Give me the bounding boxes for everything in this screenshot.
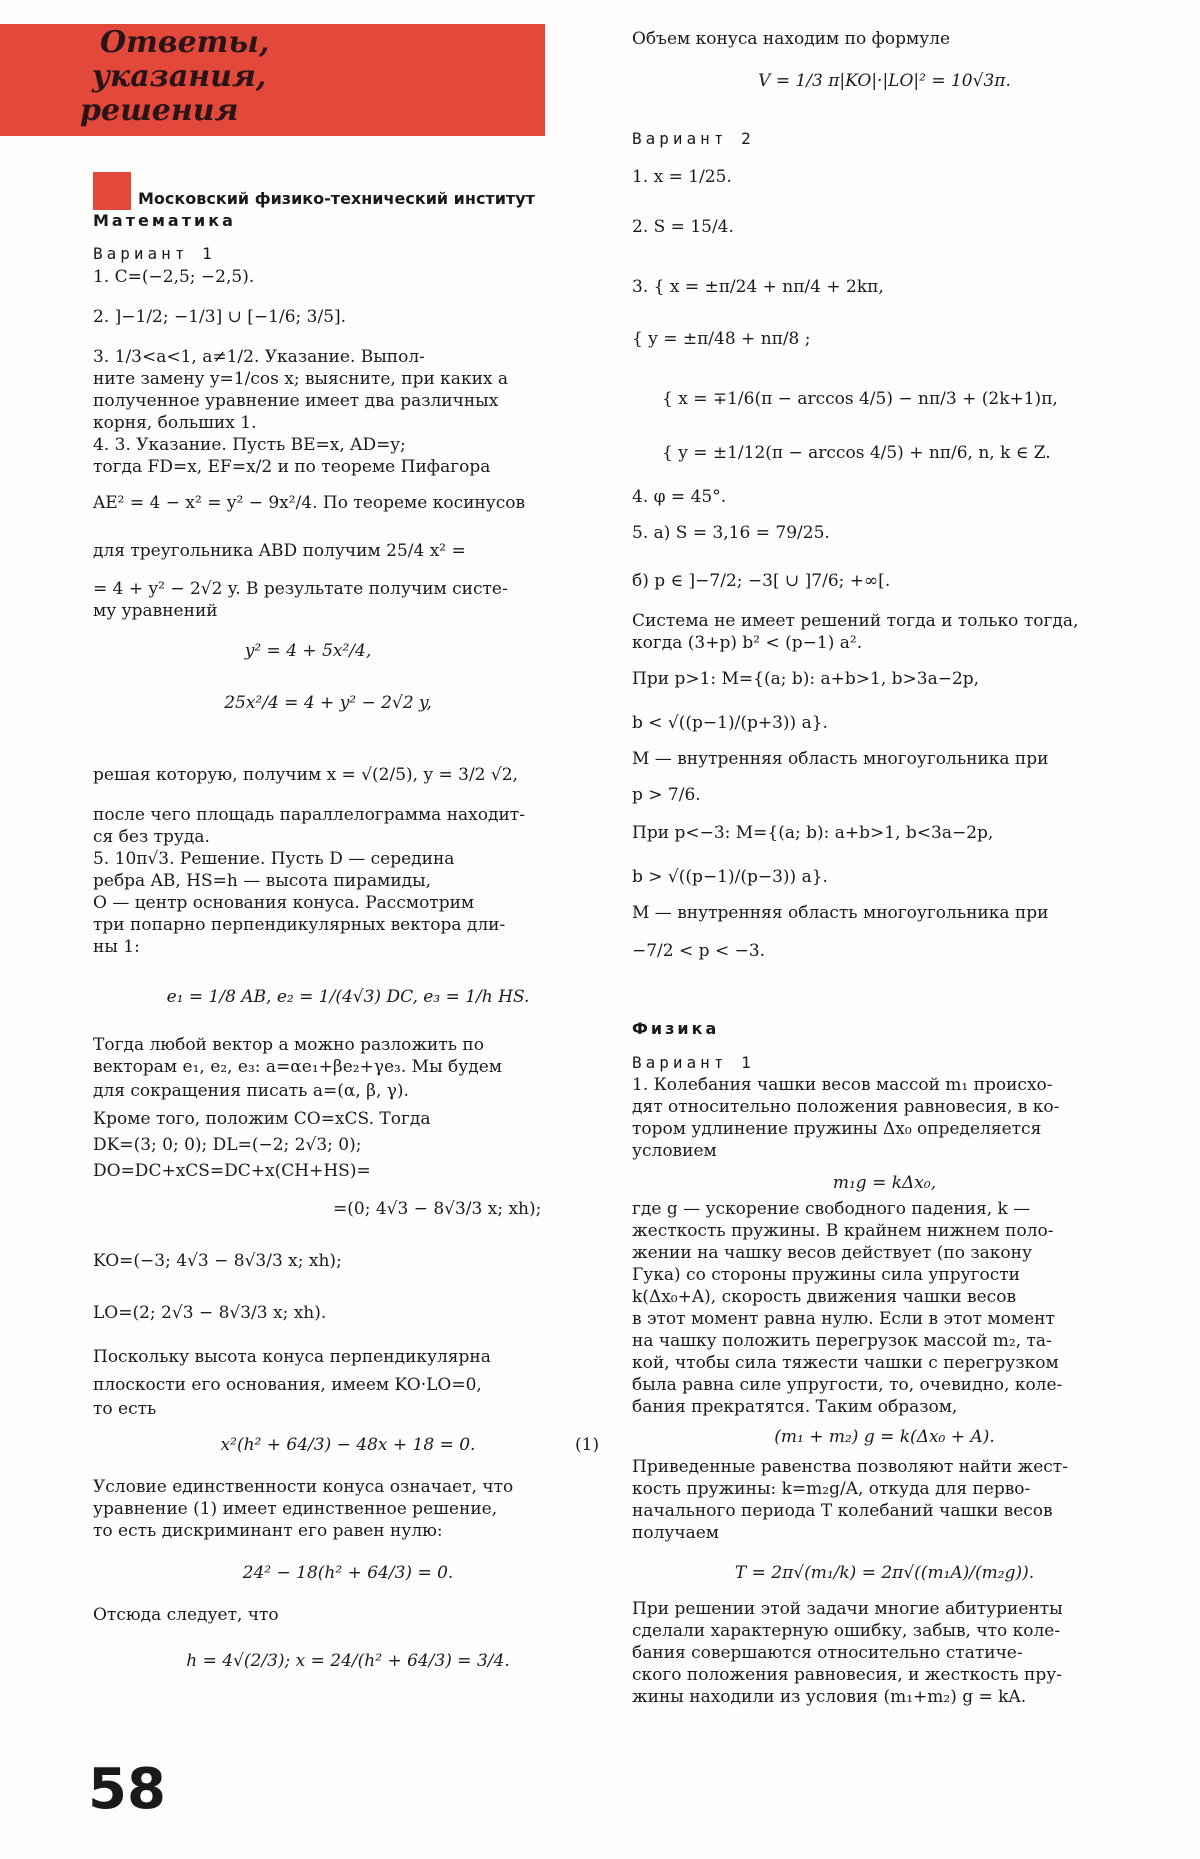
physics-line-22: ского положения равновесия, и жесткость пру- [632, 1665, 1062, 1685]
v2-line-5: M — внутренняя область многоугольника при [632, 749, 1049, 769]
v2-line-7: При p<−3: M={(a; b): a+b>1, b<3a−2p, [632, 823, 994, 843]
page-number: 58 [88, 1757, 166, 1822]
v2-line-3: При p>1: M={(a; b): a+b>1, b>3a−2p, [632, 669, 980, 689]
vector-dk-dl: DK=(3; 0; 0); DL=(−2; 2√3; 0); [93, 1135, 362, 1155]
physics-variant-heading: Вариант 1 [632, 1053, 755, 1072]
equilibrium-equation: m₁g = kΔx₀, [832, 1173, 937, 1193]
physics-line-19: При решении этой задачи многие абитуриенты [632, 1599, 1063, 1619]
equation-number: (1) [575, 1435, 600, 1455]
unit-vectors-equation: e₁ = 1/8 AB, e₂ = 1/(4√3) DC, e₃ = 1/h HS. [166, 987, 530, 1007]
section-marker [93, 172, 131, 210]
answer-5-line-9: Кроме того, положим CO=xCS. Тогда [93, 1109, 431, 1129]
answer-2: 2. ]−1/2; −1/3] ∪ [−1/6; 3/5]. [93, 307, 347, 327]
vector-ko: KO=(−3; 4√3 − 8√3/3 x; xh); [93, 1251, 342, 1271]
physics-line-8: Гука) со стороны пружины сила упругости [632, 1265, 1021, 1285]
answer-5-line-2: ребра AB, HS=h — высота пирамиды, [93, 871, 432, 891]
physics-line-7: жении на чашку весов действует (по закону [632, 1243, 1032, 1263]
physics-line-13: была равна силе упругости, то, очевидно, коле- [632, 1375, 1063, 1395]
v2-answer-2: 2. S = 15/4. [632, 217, 734, 237]
banner-line-1: Ответы, [100, 25, 270, 60]
quadratic-equation: x²(h² + 64/3) − 48x + 18 = 0. [220, 1435, 476, 1455]
answer-3-line-1: 3. 1/3<a<1, a≠1/2. Указание. Выпол- [93, 347, 425, 367]
answer-5-line-4: три попарно перпендикулярных вектора дли- [93, 915, 506, 935]
physics-line-23: жины находили из условия (m₁+m₂) g = kA. [632, 1687, 1027, 1707]
system-eq-1: y² = 4 + 5x²/4, [244, 641, 372, 661]
header-banner [0, 24, 545, 136]
v2-answer-3-eq-3: { x = ∓1/6(π − arccos 4/5) − nπ/3 + (2k+1)π, [662, 389, 1058, 409]
physics-line-5: где g — ускорение свободного падения, k — [632, 1199, 1031, 1219]
v2-answer-4: 4. φ = 45°. [632, 487, 727, 507]
physics-line-12: кой, чтобы сила тяжести чашки с перегрузком [632, 1353, 1059, 1373]
answer-4-line-6: му уравнений [93, 601, 218, 621]
vector-do-result: =(0; 4√3 − 8√3/3 x; xh); [333, 1199, 542, 1219]
physics-line-17: начального периода T колебаний чашки весов [632, 1501, 1053, 1521]
answer-4-line-3: AE² = 4 − x² = y² − 9x²/4. По теореме косинусов [93, 493, 526, 513]
v2-line-8: b > √((p−1)/(p−3)) a}. [632, 867, 828, 887]
physics-line-20: сделали характерную ошибку, забыв, что коле- [632, 1621, 1061, 1641]
variant-2-heading: Вариант 2 [632, 129, 755, 148]
v2-line-10: −7/2 < p < −3. [632, 941, 766, 961]
physics-line-6: жесткость пружины. В крайнем нижнем поло- [632, 1221, 1054, 1241]
physics-line-18: получаем [632, 1523, 720, 1543]
answer-5-line-7: векторам e₁, e₂, e₃: a=αe₁+βe₂+γe₃. Мы будем [93, 1057, 503, 1077]
physics-line-21: бания совершаются относительно статиче- [632, 1643, 1023, 1663]
v2-answer-5b: б) p ∈ ]−7/2; −3[ ∪ ]7/6; +∞[. [632, 571, 891, 591]
answer-5-line-3: O — центр основания конуса. Рассмотрим [93, 893, 475, 913]
physics-line-3: тором удлинение пружины Δx₀ определяется [632, 1119, 1042, 1139]
institute-title: Московский физико-технический институт [138, 189, 535, 208]
v2-answer-3-eq-1: 3. { x = ±π/24 + nπ/4 + 2kπ, [632, 277, 884, 297]
answer-4-line-8: после чего площадь параллелограмма находит- [93, 805, 525, 825]
physics-heading: Физика [632, 1019, 720, 1038]
v2-answer-3-eq-2: { y = ±π/48 + nπ/8 ; [632, 329, 811, 349]
v2-answer-5a: 5. а) S = 3,16 = 79/25. [632, 523, 830, 543]
cone-volume-formula: V = 1/3 π|KO|·|LO|² = 10√3π. [758, 71, 1011, 91]
physics-line-11: на чашку положить перегрузок массой m₂, та- [632, 1331, 1052, 1351]
cone-volume-intro: Объем конуса находим по формуле [632, 29, 951, 49]
discriminant-equation: 24² − 18(h² + 64/3) = 0. [242, 1563, 454, 1583]
answer-1: 1. C=(−2,5; −2,5). [93, 267, 255, 287]
banner-line-2: указания, [92, 59, 267, 94]
answer-3-line-3: полученное уравнение имеет два различных [93, 391, 499, 411]
answer-4-line-1: 4. 3. Указание. Пусть BE=x, AD=y; [93, 435, 406, 455]
answer-5-line-15: то есть дискриминант его равен нулю: [93, 1521, 443, 1541]
v2-line-9: M — внутренняя область многоугольника при [632, 903, 1049, 923]
period-equation: T = 2π√(m₁/k) = 2π√((m₁A)/(m₂g)). [734, 1563, 1035, 1583]
v2-answer-1: 1. x = 1/25. [632, 167, 732, 187]
v2-line-6: p > 7/6. [632, 785, 701, 805]
answer-4-line-7: решая которую, получим x = √(2/5), y = 3/2 √2, [93, 765, 518, 785]
force-equation: (m₁ + m₂) g = k(Δx₀ + A). [774, 1427, 995, 1447]
height-equation: h = 4√(2/3); x = 24/(h² + 64/3) = 3/4. [186, 1651, 510, 1671]
physics-line-1: 1. Колебания чашки весов массой m₁ происхо- [632, 1075, 1053, 1095]
answer-4-line-4: для треугольника ABD получим 25/4 x² = [93, 541, 466, 561]
answer-5-line-12: то есть [93, 1399, 157, 1419]
banner-title [80, 25, 270, 128]
answer-5-line-10: Поскольку высота конуса перпендикулярна [93, 1347, 491, 1367]
banner-line-3: решения [80, 93, 239, 128]
physics-line-10: в этот момент равна нулю. Если в этот момент [632, 1309, 1055, 1329]
answer-5-line-5: ны 1: [93, 937, 140, 957]
answer-3-line-2: ните замену y=1/cos x; выясните, при каких a [93, 369, 509, 389]
physics-line-2: дят относительно положения равновесия, в ко- [632, 1097, 1060, 1117]
answer-4-line-2: тогда FD=x, EF=x/2 и по теореме Пифагора [93, 457, 491, 477]
answer-5-line-14: уравнение (1) имеет единственное решение, [93, 1499, 498, 1519]
v2-answer-3-eq-4: { y = ±1/12(π − arccos 4/5) + nπ/6, n, k ∈ Z. [662, 443, 1051, 463]
answer-5-line-11: плоскости его основания, имеем KO·LO=0, [93, 1375, 482, 1395]
answer-5-line-6: Тогда любой вектор a можно разложить по [93, 1035, 484, 1055]
physics-line-4: условием [632, 1141, 717, 1161]
answer-5-line-16: Отсюда следует, что [93, 1605, 279, 1625]
v2-line-4: b < √((p−1)/(p+3)) a}. [632, 713, 828, 733]
v2-line-1: Система не имеет решений тогда и только тогда, [632, 611, 1079, 631]
system-eq-2: 25x²/4 = 4 + y² − 2√2 y, [224, 693, 432, 713]
variant-heading: Вариант 1 [93, 244, 216, 263]
answer-4-line-9: ся без труда. [93, 827, 210, 847]
v2-line-2: когда (3+p) b² < (p−1) a². [632, 633, 863, 653]
answer-4-line-5: = 4 + y² − 2√2 y. В результате получим систе- [93, 579, 508, 599]
physics-line-16: кость пружины: k=m₂g/A, откуда для перво- [632, 1479, 1031, 1499]
subject-heading: Математика [93, 211, 236, 230]
answer-5-line-1: 5. 10π√3. Решение. Пусть D — середина [93, 849, 455, 869]
answer-3-line-4: корня, больших 1. [93, 413, 257, 433]
vector-do: DO=DC+xCS=DC+x(CH+HS)= [93, 1161, 371, 1181]
physics-line-9: k(Δx₀+A), скорость движения чашки весов [632, 1287, 1017, 1307]
answer-5-line-8: для сокращения писать a=(α, β, γ). [93, 1081, 409, 1101]
physics-line-14: бания прекратятся. Таким образом, [632, 1397, 958, 1417]
vector-lo: LO=(2; 2√3 − 8√3/3 x; xh). [93, 1303, 327, 1323]
physics-line-15: Приведенные равенства позволяют найти жест- [632, 1457, 1068, 1477]
answer-5-line-13: Условие единственности конуса означает, что [93, 1477, 514, 1497]
